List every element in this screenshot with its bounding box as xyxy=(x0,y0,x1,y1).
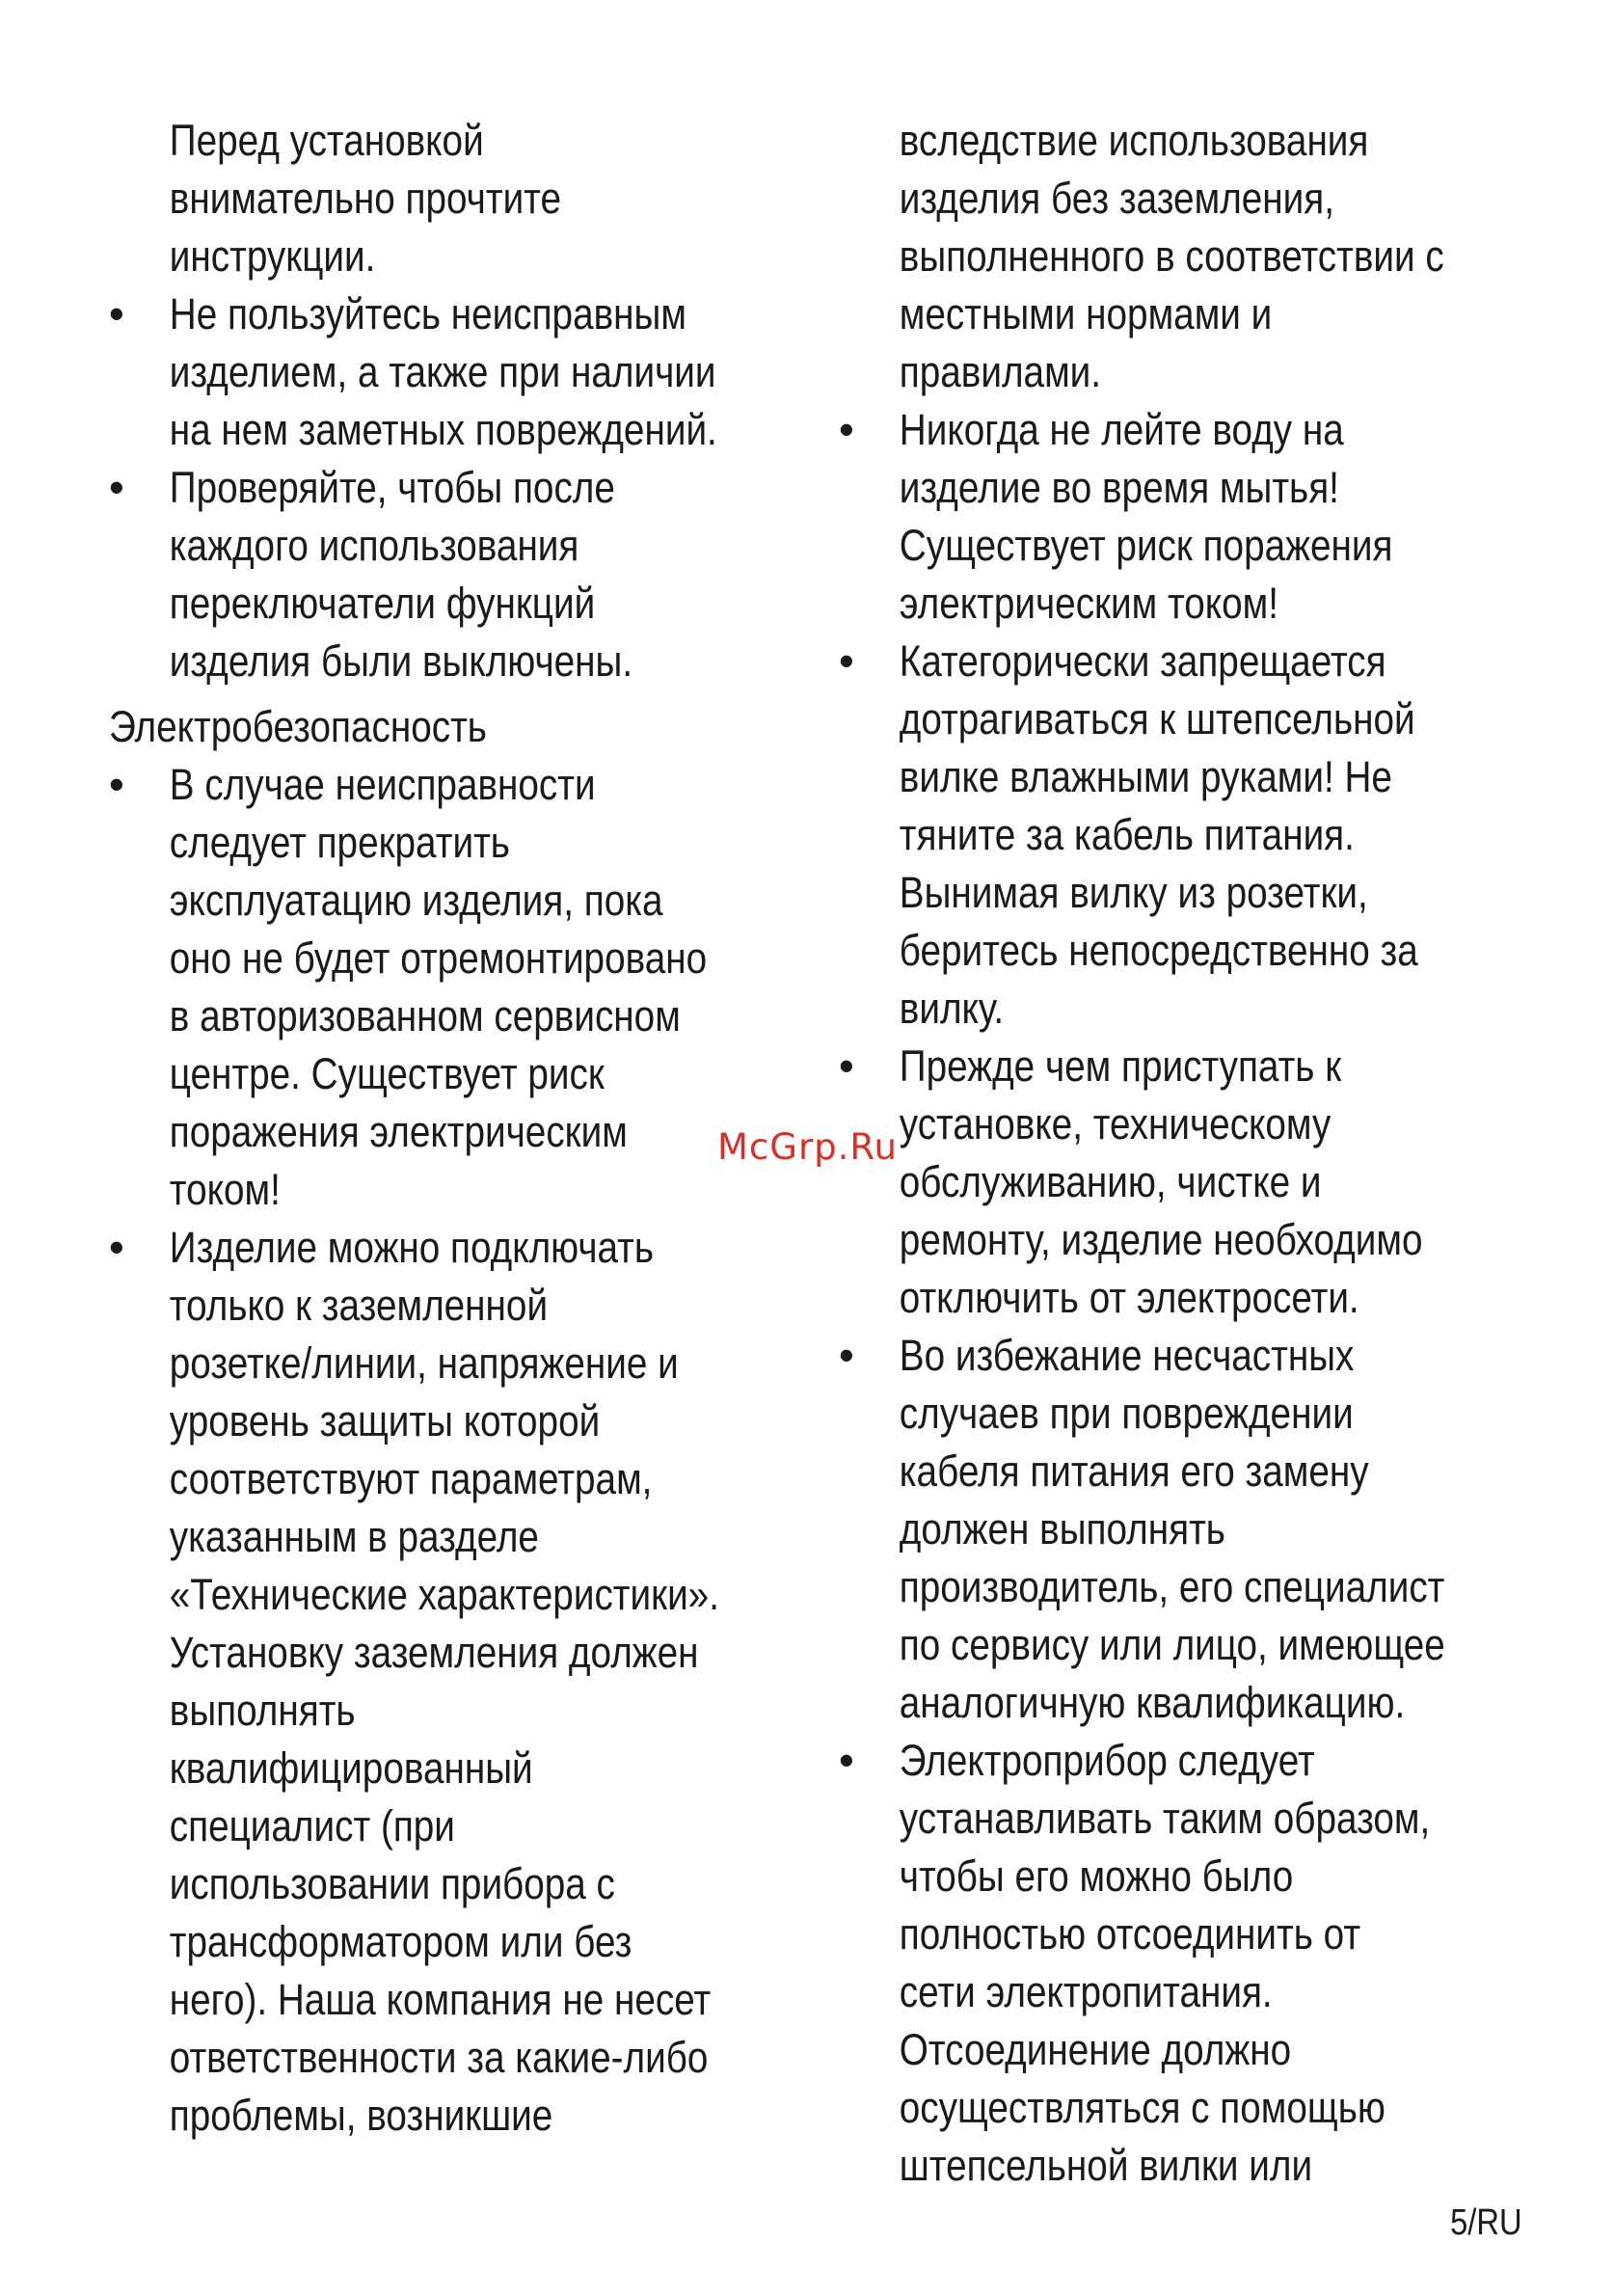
list-item-line: Никогда не лейте воду на xyxy=(899,405,1344,454)
right-column xyxy=(839,112,1543,2195)
list-item-line: специалист (при xyxy=(169,1801,455,1850)
list-item-line: эксплуатацию изделия, пока xyxy=(169,876,663,925)
list-item-line: следует прекратить xyxy=(169,818,510,867)
bullet-icon: • xyxy=(839,636,854,686)
list-item-line: только к заземленной xyxy=(169,1281,549,1330)
list-item-line: устанавливать таким образом, xyxy=(899,1794,1431,1843)
list-item xyxy=(839,401,1543,633)
bullet-icon: • xyxy=(109,760,124,809)
list-item-line: оно не будет отремонтировано xyxy=(169,933,708,983)
list-item-line: каждого использования xyxy=(169,521,579,570)
list-item-line: штепсельной вилки или xyxy=(899,2141,1313,2190)
list-item-line: использовании прибора с xyxy=(169,1859,615,1908)
list-item-line: Категорически запрещается xyxy=(899,636,1386,686)
list-item-line: тяните за кабель питания. xyxy=(899,810,1355,859)
list-item-line: выполнять xyxy=(169,1686,356,1735)
list-item-line: Отсоединение должно xyxy=(899,2025,1292,2074)
list-item-line: отключить от электросети. xyxy=(899,1273,1359,1322)
list-item-line: Электроприбор следует xyxy=(899,1736,1315,1785)
bullet-icon: • xyxy=(109,463,124,512)
list-item-line: трансформатором или без xyxy=(169,1917,632,1966)
bullet-icon: • xyxy=(109,289,124,338)
bullet-icon: • xyxy=(839,1736,854,1785)
list-item-line: кабеля питания его замену xyxy=(899,1446,1369,1496)
list-item-line: должен выполнять xyxy=(899,1504,1225,1553)
intro-line: Перед установкой xyxy=(169,116,484,165)
list-item-line: установке, техническому xyxy=(899,1099,1332,1148)
list-item-line: уровень защиты которой xyxy=(169,1396,601,1445)
list-item xyxy=(839,1038,1543,1327)
list-item xyxy=(109,756,822,1219)
left-column xyxy=(109,112,822,2145)
bullet-icon: • xyxy=(839,1041,854,1091)
list-item-line: чтобы его можно было xyxy=(899,1851,1294,1901)
watermark: McGrp.Ru xyxy=(717,1126,898,1168)
list-item-line: Установку заземления должен xyxy=(169,1628,699,1677)
list-item-line: изделие во время мытья! xyxy=(899,463,1339,512)
continuation-line: правилами. xyxy=(899,347,1102,396)
intro-line: внимательно прочтите xyxy=(169,174,562,223)
list-item-line: розетке/линии, напряжение и xyxy=(169,1338,679,1388)
bullet-icon: • xyxy=(839,405,854,454)
list-item-line: вилку. xyxy=(899,984,1005,1033)
list-item-line: производитель, его специалист xyxy=(899,1562,1445,1611)
list-item-line: соответствуют параметрам, xyxy=(169,1454,653,1503)
list-item xyxy=(839,1327,1543,1732)
list-item-line: центре. Существует риск xyxy=(169,1049,605,1098)
list-item-line: ответственности за какие-либо xyxy=(169,2033,709,2082)
list-item-line: Проверяйте, чтобы после xyxy=(169,463,615,512)
list-item-line: вилке влажными руками! Не xyxy=(899,752,1392,801)
section-heading: Электробезопасность xyxy=(109,702,487,751)
list-item-line: полностью отсоединить от xyxy=(899,1909,1361,1958)
list-item-line: переключатели функций xyxy=(169,579,596,628)
list-item-line: Изделие можно подключать xyxy=(169,1223,655,1272)
list-item-line: «Технические характеристики». xyxy=(169,1570,719,1619)
continuation-line: изделия без заземления, xyxy=(899,174,1334,223)
list-item-line: осуществляться с помощью xyxy=(899,2083,1385,2132)
list-item xyxy=(109,459,822,690)
continuation-line: вследствие использования xyxy=(899,116,1369,165)
list-item-line: в авторизованном сервисном xyxy=(169,991,681,1040)
list-item xyxy=(839,633,1543,1038)
list-item-line: поражения электрическим xyxy=(169,1107,628,1156)
list-item-line: В случае неисправности xyxy=(169,760,596,809)
list-item xyxy=(109,1219,822,2145)
list-item-line: Не пользуйтесь неисправным xyxy=(169,289,686,338)
list-item-line: обслуживанию, чистке и xyxy=(899,1157,1322,1206)
list-item-line: дотрагиваться к штепсельной xyxy=(899,694,1415,743)
list-item-line: током! xyxy=(169,1165,281,1214)
list-item-line: случаев при повреждении xyxy=(899,1389,1354,1438)
list-item-line: квалифицированный xyxy=(169,1743,533,1793)
list-item-line: беритесь непосредственно за xyxy=(899,926,1418,975)
continuation-line: местными нормами и xyxy=(899,289,1273,338)
list-item xyxy=(109,285,822,459)
list-item-line: Во избежание несчастных xyxy=(899,1331,1355,1380)
list-item-line: проблемы, возникшие xyxy=(169,2091,553,2140)
list-item-line: Прежде чем приступать к xyxy=(899,1041,1342,1091)
list-item-line: него). Наша компания не несет xyxy=(169,1975,712,2024)
page-number: 5/RU xyxy=(1450,2202,1522,2243)
bullet-icon: • xyxy=(109,1223,124,1272)
list-item-line: ремонту, изделие необходимо xyxy=(899,1215,1423,1264)
list-item-line: изделия были выключены. xyxy=(169,636,633,686)
bullet-icon: • xyxy=(839,1331,854,1380)
list-item-line: аналогичную квалификацию. xyxy=(899,1678,1406,1727)
continuation-line: выполненного в соответствии с xyxy=(899,231,1444,281)
list-item xyxy=(839,1732,1543,2195)
list-item-line: указанным в разделе xyxy=(169,1512,539,1561)
list-item-line: на нем заметных повреждений. xyxy=(169,405,717,454)
intro-line: инструкции. xyxy=(169,231,376,281)
list-item-line: электрическим током! xyxy=(899,579,1279,628)
list-item-line: Вынимая вилку из розетки, xyxy=(899,868,1368,917)
list-item-line: Существует риск поражения xyxy=(899,521,1393,570)
list-item-line: по сервису или лицо, имеющее xyxy=(899,1620,1445,1669)
list-item-line: изделием, а также при наличии xyxy=(169,347,716,396)
list-item-line: сети электропитания. xyxy=(899,1967,1273,2016)
